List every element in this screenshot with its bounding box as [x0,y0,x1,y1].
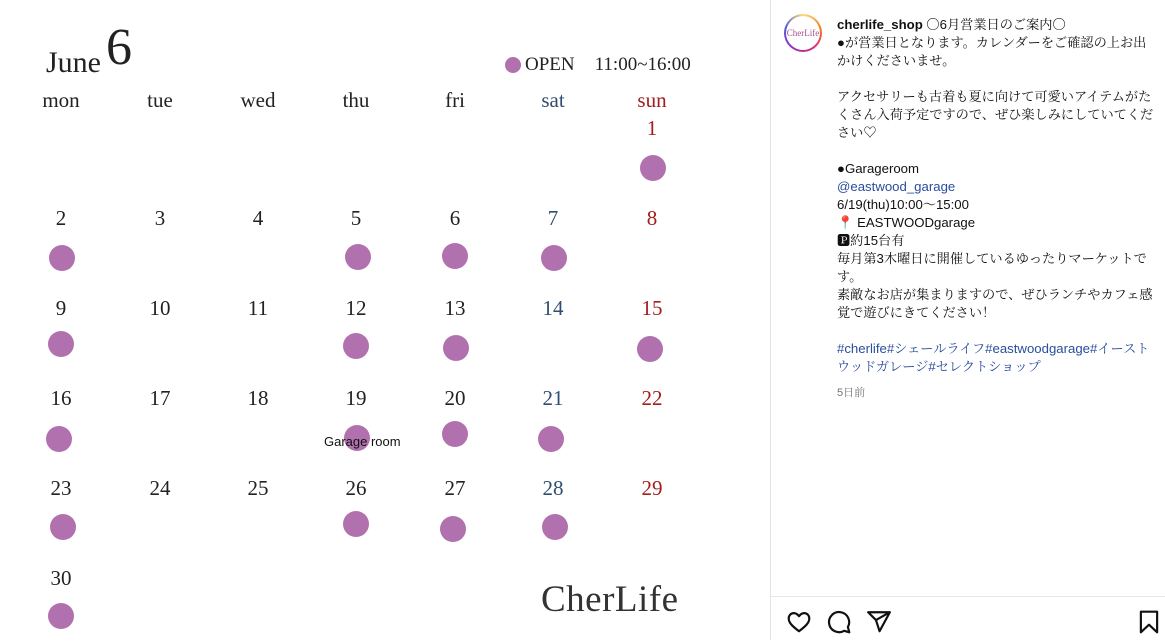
month-number: 6 [106,19,132,76]
open-dot-icon [538,426,564,452]
post-caption [837,16,1159,402]
open-dot-icon [541,245,567,271]
open-dot-icon [542,514,568,540]
open-dot-icon [440,516,466,542]
open-dot-icon [443,335,469,361]
open-dot-icon [640,155,666,181]
day-number: 11 [247,296,269,320]
business-hours: 11:00~16:00 [594,54,691,75]
post-panel [771,0,1165,640]
day-number: 16 [50,386,72,410]
post-actions [771,596,1165,641]
bookmark-icon[interactable] [1136,609,1162,635]
day-number: 28 [542,476,564,500]
event-name: ●Garageroom [837,161,919,176]
send-icon[interactable] [866,609,892,635]
caption-line: ●が営業日となります。カレンダーをご確認の上お出かけくださいませ。 [837,35,1147,68]
heart-icon[interactable] [786,609,812,635]
day-number: 21 [542,386,564,410]
day-number: 6 [449,206,461,230]
event-place: 📍 EASTWOODgarage [837,215,976,230]
weekday-wed: wed [240,88,276,112]
avatar[interactable] [784,14,822,52]
weekday-mon: mon [42,88,80,112]
caption-title: 〇6月営業日のご案内〇 [926,17,1066,32]
post-time[interactable]: 5日前 [837,387,866,399]
event-account-link[interactable]: @eastwood_garage [837,179,956,194]
day-number: 24 [149,476,171,500]
open-dot-icon [46,426,72,452]
day-number: 5 [350,206,362,230]
day-number: 7 [547,206,559,230]
event-date: 6/19(thu)10:00〜15:00 [837,197,969,212]
day-number: 19 [345,386,367,410]
day-number: 9 [55,296,67,320]
brand-logo: CherLife [541,579,679,620]
open-dot-icon [343,333,369,359]
username-link[interactable]: cherlife_shop [837,17,923,32]
hashtags-link[interactable]: #cherlife#シェールライフ#eastwoodgarage#イーストウッドガレージ#セレクトショップ [837,341,1150,374]
day-number: 26 [345,476,367,500]
avatar-logo: CherLife [786,28,820,38]
day-number: 22 [641,386,663,410]
day-number: 29 [641,476,663,500]
weekday-thu: thu [342,88,370,112]
day-number: 2 [55,206,67,230]
day-number: 25 [247,476,269,500]
day-number: 4 [252,206,264,230]
event-description: 素敵なお店が集まりますので、ぜひランチやカフェ感覚で遊びにきてください！ [837,287,1153,320]
open-dot-icon [637,336,663,362]
open-dot-icon [343,511,369,537]
weekday-sun: sun [637,88,667,112]
comment-icon[interactable] [826,609,852,635]
open-dot-icon [48,331,74,357]
legend-label: OPEN [525,54,575,75]
event-parking: 🅿約15台有 [837,233,905,248]
day-number: 30 [50,566,72,590]
open-dot-icon [442,421,468,447]
open-legend [505,54,691,76]
day-number: 10 [149,296,171,320]
day-number: 12 [345,296,367,320]
day-number: 14 [542,296,564,320]
weekday-tue: tue [147,88,173,112]
weekday-fri: fri [445,88,465,112]
day-number: 1 [646,116,658,140]
day-number: 23 [50,476,72,500]
day-number: 3 [154,206,166,230]
day-number: 17 [149,386,171,410]
day-number: 27 [444,476,466,500]
day-number: 15 [641,296,663,320]
open-dot-icon [345,244,371,270]
day-number: 20 [444,386,466,410]
open-dot-icon [442,243,468,269]
event-label: Garage room [324,434,401,449]
day-number: 18 [247,386,269,410]
open-dot-icon [48,603,74,629]
weekday-sat: sat [541,88,565,112]
caption-line: アクセサリーも古着も夏に向けて可愛いアイテムがたくさん入荷予定ですので、ぜひ楽しみにしていてください♡ [837,89,1154,140]
open-dot-icon [50,514,76,540]
day-number: 8 [646,206,658,230]
day-number: 13 [444,296,466,320]
open-dot-icon [49,245,75,271]
event-description: 毎月第3木曜日に開催しているゆったりマーケットです。 [837,251,1147,284]
open-dot-icon [505,57,521,73]
avatar-inner [786,16,820,50]
month-word: June [46,46,101,79]
